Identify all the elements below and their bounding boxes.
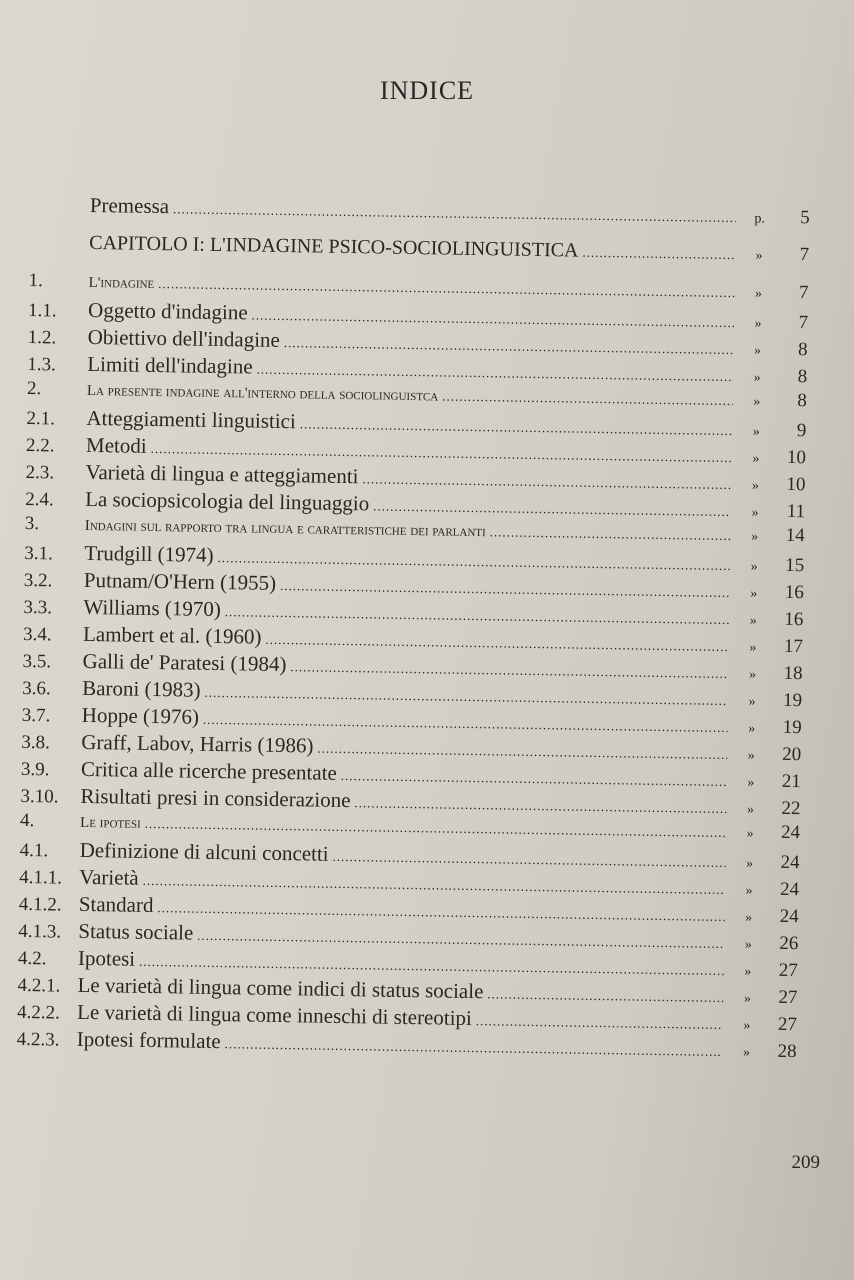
entry-page: 27	[778, 959, 799, 982]
ditto-mark: »	[753, 394, 761, 410]
entry-number: 4.1.1.	[19, 866, 63, 889]
ditto-mark: »	[751, 478, 760, 494]
entry-page: 19	[782, 689, 803, 712]
entry-number: 4.2.3.	[16, 1028, 60, 1051]
dot-leader	[300, 416, 733, 439]
entry-title: Le varietà di lingua come indici di status sociale	[77, 972, 484, 1004]
ditto-mark: »	[753, 343, 762, 359]
dot-leader	[284, 335, 734, 358]
entry-title: Ipotesi	[77, 945, 136, 971]
entry-number: 4.1.2.	[18, 893, 62, 916]
entry-number: 4.	[19, 809, 35, 832]
entry-page: 7	[798, 282, 809, 304]
entry-title: Indagini sul rapporto tra lingua e caratteristiche dei parlanti	[84, 517, 486, 541]
entry-page: 20	[782, 743, 802, 766]
entry-number: 1.1.	[27, 299, 57, 322]
entry-page: 10	[786, 446, 807, 469]
entry-page: 9	[796, 420, 807, 442]
ditto-mark: »	[744, 937, 752, 953]
ditto-mark: »	[745, 910, 753, 926]
ditto-mark: »	[745, 883, 753, 899]
entry-number: 2.2.	[25, 434, 55, 457]
ditto-mark: »	[747, 748, 755, 764]
entry-number: 2.	[26, 377, 42, 400]
entry-number: 3.8.	[21, 731, 51, 754]
entry-number: 4.2.2.	[16, 1001, 61, 1024]
dot-leader	[290, 659, 728, 682]
ditto-mark: »	[747, 775, 755, 791]
entry-title: Graff, Labov, Harris (1986)	[81, 729, 314, 758]
entry-title: Lambert et al. (1960)	[82, 621, 262, 649]
ditto-mark: »	[744, 964, 752, 980]
ditto-mark: »	[753, 370, 761, 386]
dot-leader	[256, 362, 733, 385]
ditto-mark: »	[751, 505, 759, 521]
ditto-mark: »	[755, 248, 763, 264]
entry-page: 8	[797, 366, 808, 388]
page-number: 209	[791, 1152, 820, 1173]
entry-title: Le ipotesi	[79, 814, 141, 832]
entry-number: 3.7.	[21, 704, 51, 727]
dot-leader	[362, 471, 731, 493]
entry-page: 19	[782, 716, 802, 739]
entry-page: 14	[785, 524, 805, 547]
entry-title: Oggetto d'indagine	[87, 297, 248, 325]
ditto-mark: p.	[754, 211, 766, 227]
entry-number: 4.2.1.	[17, 974, 61, 997]
dot-leader	[354, 795, 726, 817]
entry-title: Baroni (1983)	[82, 675, 201, 702]
entry-page: 5	[800, 207, 810, 229]
entry-title: Ipotesi formulate	[76, 1026, 221, 1054]
entry-number: 4.2.	[17, 947, 47, 970]
entry-number: 1.	[28, 269, 44, 292]
entry-page: 7	[799, 244, 810, 266]
dot-leader	[225, 1036, 723, 1060]
entry-title: Atteggiamenti linguistici	[86, 405, 297, 434]
ditto-mark: »	[750, 559, 758, 575]
entry-title: Risultati presi in considerazione	[80, 783, 351, 813]
entry-title: Premessa	[89, 192, 170, 219]
dot-leader	[442, 389, 733, 410]
entry-number: 2.4.	[25, 488, 54, 511]
entry-number: 2.1.	[26, 407, 56, 430]
ditto-mark: »	[748, 721, 756, 737]
entry-page: 27	[777, 1013, 798, 1036]
entry-page: 22	[781, 797, 801, 820]
entry-page: 28	[777, 1040, 797, 1063]
ditto-mark: »	[748, 694, 756, 710]
entry-page: 11	[786, 500, 806, 523]
ditto-mark: »	[743, 1018, 751, 1034]
entry-page: 24	[780, 851, 800, 874]
entry-page: 24	[779, 878, 800, 901]
ditto-mark: »	[751, 529, 759, 545]
entry-title: La presente indagine all'interno della sociolinguistca	[86, 382, 439, 405]
table-of-contents	[16, 192, 809, 1065]
ditto-mark: »	[746, 802, 755, 818]
entry-title: Critica alle ricerche presentate	[80, 756, 338, 785]
dot-leader	[373, 498, 731, 520]
entry-number	[30, 211, 90, 212]
ditto-mark: »	[743, 991, 752, 1007]
dot-leader	[341, 768, 727, 790]
entry-title: Williams (1970)	[83, 594, 222, 622]
ditto-mark: »	[752, 424, 760, 440]
entry-number	[29, 248, 89, 249]
entry-title: Definizione di alcuni concetti	[79, 837, 329, 866]
entry-page: 21	[781, 770, 801, 793]
entry-title: Putnam/O'Hern (1955)	[83, 567, 277, 595]
entry-title: Obiettivo dell'indagine	[87, 324, 281, 352]
entry-title: Le varietà di lingua come inneschi di stereotipi	[76, 999, 473, 1031]
entry-title: Varietà	[79, 864, 139, 890]
entry-title: Trudgill (1974)	[84, 540, 214, 567]
entry-page: 10	[786, 473, 806, 496]
entry-title: Limiti dell'indagine	[87, 351, 253, 379]
entry-title: Galli de' Paratesi (1984)	[82, 648, 287, 677]
entry-number: 2.3.	[25, 461, 55, 484]
ditto-mark: »	[746, 826, 754, 842]
entry-title: Varietà di lingua e atteggiamenti	[85, 459, 359, 489]
entry-page: 16	[784, 581, 804, 604]
ditto-mark: »	[749, 613, 757, 629]
dot-leader	[145, 816, 727, 841]
entry-page: 26	[779, 932, 799, 955]
entry-page: 17	[783, 635, 804, 658]
ditto-mark: »	[745, 856, 754, 872]
page-title: INDICE	[379, 76, 475, 105]
ditto-mark: »	[749, 640, 757, 656]
ditto-mark: »	[754, 316, 762, 332]
entry-title: Hoppe (1976)	[81, 702, 200, 729]
dot-leader	[582, 245, 735, 263]
entry-number: 3.4.	[22, 623, 52, 646]
dot-leader	[265, 632, 729, 655]
ditto-mark: »	[742, 1045, 751, 1061]
dot-leader	[490, 524, 731, 544]
entry-page: 24	[779, 905, 799, 928]
entry-page: 8	[797, 339, 808, 361]
entry-page: 27	[778, 986, 798, 1009]
dot-leader	[317, 741, 727, 763]
dot-leader	[251, 307, 734, 331]
entry-page: 15	[785, 554, 805, 577]
entry-number: 3.5.	[22, 650, 52, 673]
entry-title: Standard	[78, 891, 154, 918]
entry-title: L'indagine	[88, 274, 155, 292]
entry-number: 3.9.	[20, 758, 50, 781]
entry-number: 1.2.	[27, 326, 57, 349]
entry-number: 3.3.	[23, 596, 53, 619]
entry-number: 3.2.	[23, 569, 53, 592]
entry-title: CAPITOLO I: L'INDAGINE PSICO-SOCIOLINGUISTICA	[89, 231, 579, 262]
entry-page: 24	[780, 821, 801, 844]
dot-leader	[280, 578, 730, 601]
entry-number: 3.6.	[22, 677, 51, 700]
entry-title: Metodi	[85, 432, 147, 458]
entry-page: 7	[798, 312, 809, 334]
entry-title: Status sociale	[78, 918, 194, 945]
entry-page: 8	[797, 390, 807, 412]
dot-leader	[332, 849, 725, 871]
entry-number: 3.1.	[24, 542, 53, 565]
dot-leader	[476, 1013, 723, 1033]
entry-title: La sociopsicologia del linguaggio	[84, 486, 370, 516]
entry-number: 4.1.3.	[18, 920, 62, 943]
ditto-mark: »	[754, 286, 763, 302]
entry-number: 1.3.	[27, 353, 56, 376]
dot-leader	[158, 276, 735, 301]
entry-page: 16	[784, 608, 804, 631]
entry-number: 4.1.	[19, 839, 49, 862]
dot-leader	[487, 986, 723, 1006]
ditto-mark: »	[748, 667, 757, 683]
ditto-mark: »	[750, 586, 758, 602]
entry-page: 18	[783, 662, 803, 685]
entry-number: 3.	[24, 512, 40, 535]
ditto-mark: »	[752, 451, 760, 467]
entry-number: 3.10.	[20, 785, 59, 808]
